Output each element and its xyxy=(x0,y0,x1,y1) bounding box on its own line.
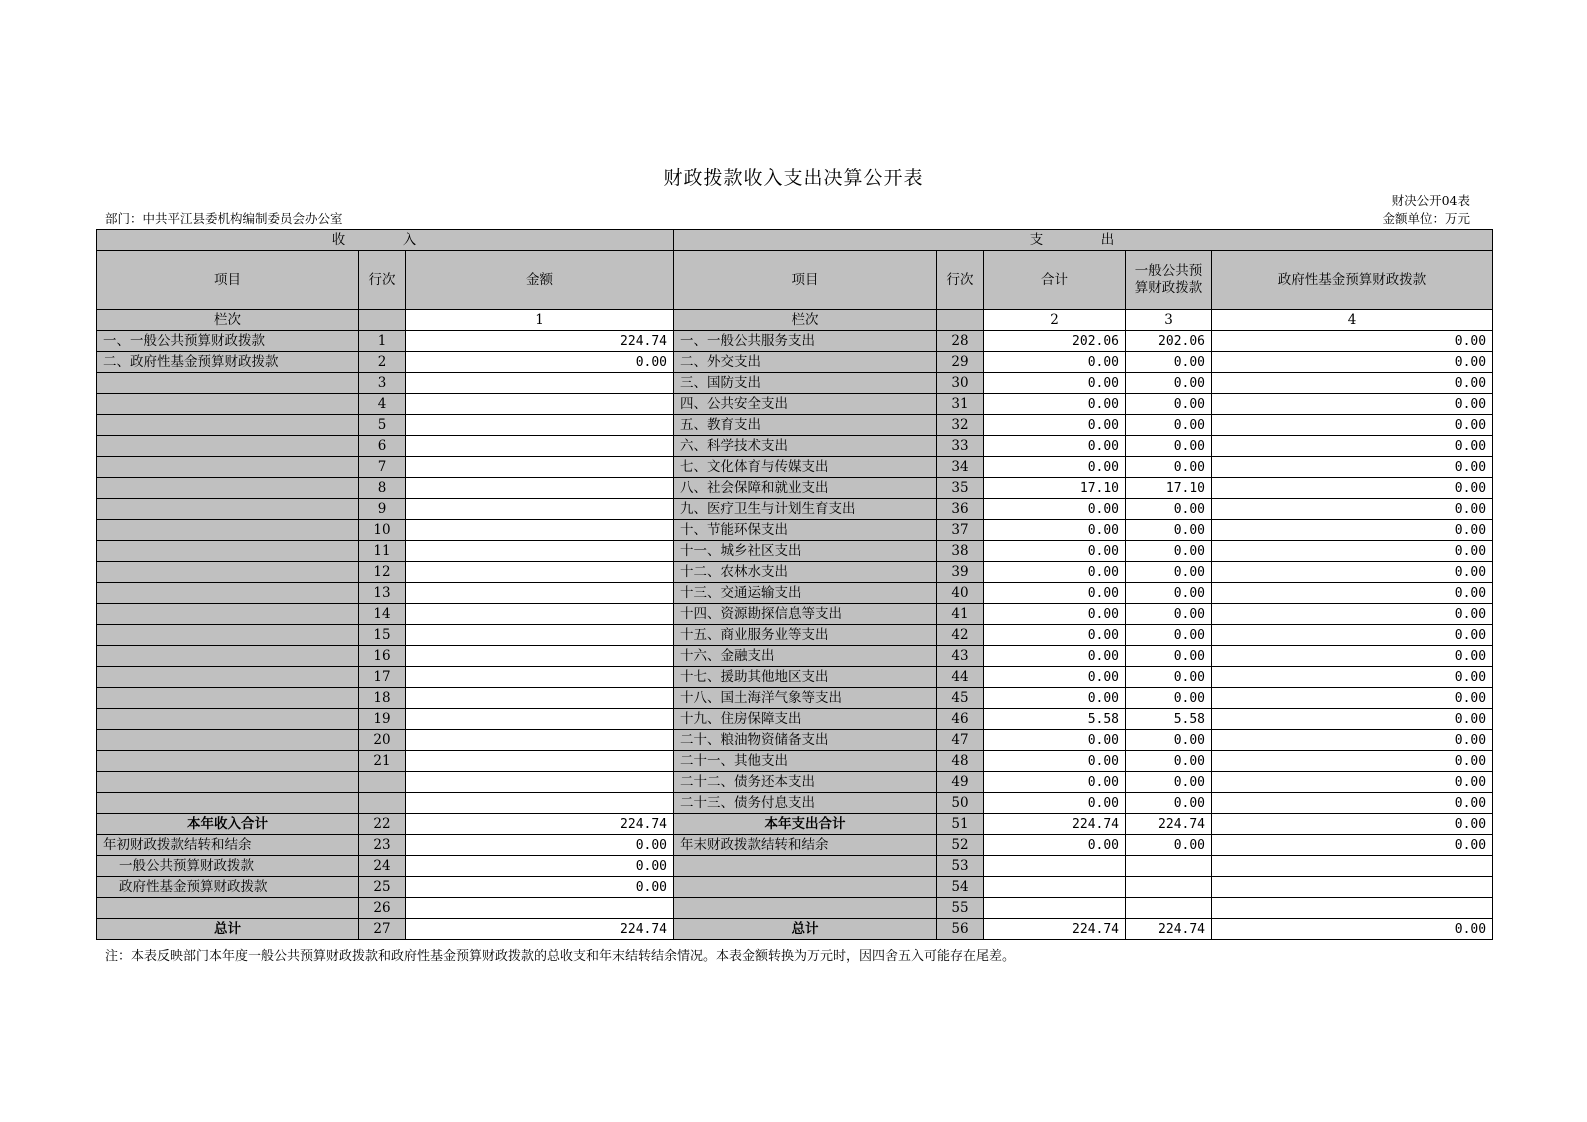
line-number: 27 xyxy=(359,919,406,940)
expense-total-amount: 0.00 xyxy=(984,751,1126,772)
gov-fund-amount: 0.00 xyxy=(1212,478,1493,499)
expense-line: 44 xyxy=(937,667,984,688)
expense-item: 四、公共安全支出 xyxy=(674,394,937,415)
expense-total-amount: 202.06 xyxy=(984,331,1126,352)
income-amount xyxy=(406,793,674,814)
general-budget-amount: 0.00 xyxy=(1126,730,1212,751)
column-number-4: 4 xyxy=(1212,310,1493,331)
expense-total-amount: 0.00 xyxy=(984,541,1126,562)
begin-general-amount: 0.00 xyxy=(406,856,674,877)
income-amount xyxy=(406,688,674,709)
income-item xyxy=(97,772,359,793)
expense-total-amount: 0.00 xyxy=(984,604,1126,625)
gov-fund-amount: 0.00 xyxy=(1212,373,1493,394)
income-item xyxy=(97,625,359,646)
income-item xyxy=(97,436,359,457)
year-expense-total-label: 本年支出合计 xyxy=(674,814,937,835)
expense-item: 十六、金融支出 xyxy=(674,646,937,667)
table-row xyxy=(97,730,1493,751)
empty-cell xyxy=(674,877,937,898)
column-number-1: 1 xyxy=(406,310,674,331)
begin-general-label: 一般公共预算财政拨款 xyxy=(97,856,359,877)
income-line xyxy=(359,793,406,814)
table-row xyxy=(97,373,1493,394)
expense-total-amount: 0.00 xyxy=(984,373,1126,394)
expense-item: 十二、农林水支出 xyxy=(674,562,937,583)
expense-line: 48 xyxy=(937,751,984,772)
general-budget-amount: 0.00 xyxy=(1126,394,1212,415)
income-item xyxy=(97,730,359,751)
income-line: 7 xyxy=(359,457,406,478)
expense-line: 31 xyxy=(937,394,984,415)
grand-expense-general: 224.74 xyxy=(1126,919,1212,940)
expense-line: 34 xyxy=(937,457,984,478)
expense-total-amount: 0.00 xyxy=(984,562,1126,583)
grand-income-amount: 224.74 xyxy=(406,919,674,940)
expense-line: 47 xyxy=(937,730,984,751)
general-budget-amount: 0.00 xyxy=(1126,415,1212,436)
expense-total-amount: 5.58 xyxy=(984,709,1126,730)
data-rows xyxy=(97,331,1493,814)
expense-item: 八、社会保障和就业支出 xyxy=(674,478,937,499)
general-budget-amount: 0.00 xyxy=(1126,541,1212,562)
expense-total-amount: 0.00 xyxy=(984,772,1126,793)
expense-item: 十四、资源勘探信息等支出 xyxy=(674,604,937,625)
empty-cell xyxy=(984,856,1126,877)
income-section-header: 收 入 xyxy=(97,230,674,251)
income-amount xyxy=(406,709,674,730)
income-amount xyxy=(406,604,674,625)
gov-fund-amount: 0.00 xyxy=(1212,730,1493,751)
summary-rows xyxy=(97,814,1493,940)
income-amount xyxy=(406,373,674,394)
income-amount xyxy=(406,772,674,793)
income-item xyxy=(97,562,359,583)
gov-fund-amount: 0.00 xyxy=(1212,415,1493,436)
income-line: 8 xyxy=(359,478,406,499)
expense-total-amount: 17.10 xyxy=(984,478,1126,499)
year-expense-total-amount: 224.74 xyxy=(984,814,1126,835)
form-number: 财决公开04表 xyxy=(1391,193,1470,208)
begin-fund-row xyxy=(97,877,1493,898)
empty-cell xyxy=(984,898,1126,919)
income-line: 13 xyxy=(359,583,406,604)
line-number: 22 xyxy=(359,814,406,835)
income-item xyxy=(97,457,359,478)
column-number-3: 3 xyxy=(1126,310,1212,331)
expense-item: 十三、交通运输支出 xyxy=(674,583,937,604)
income-line: 5 xyxy=(359,415,406,436)
expense-column-label: 栏次 xyxy=(674,310,937,331)
income-item: 二、政府性基金预算财政拨款 xyxy=(97,352,359,373)
begin-fund-amount: 0.00 xyxy=(406,877,674,898)
expense-line: 43 xyxy=(937,646,984,667)
income-item xyxy=(97,751,359,772)
income-amount xyxy=(406,541,674,562)
expense-item: 一、一般公共服务支出 xyxy=(674,331,937,352)
income-item xyxy=(97,793,359,814)
amount-unit: 金额单位：万元 xyxy=(1382,211,1470,226)
expense-item: 二、外交支出 xyxy=(674,352,937,373)
grand-total-row xyxy=(97,919,1493,940)
gov-fund-amount: 0.00 xyxy=(1212,541,1493,562)
general-budget-amount: 0.00 xyxy=(1126,772,1212,793)
empty-cell xyxy=(674,856,937,877)
line-number: 51 xyxy=(937,814,984,835)
section-header-row xyxy=(97,230,1493,251)
gov-fund-amount: 0.00 xyxy=(1212,457,1493,478)
table-row xyxy=(97,436,1493,457)
income-item xyxy=(97,583,359,604)
income-item xyxy=(97,478,359,499)
gov-fund-amount: 0.00 xyxy=(1212,499,1493,520)
table-row xyxy=(97,352,1493,373)
income-item xyxy=(97,646,359,667)
expense-total-amount: 0.00 xyxy=(984,352,1126,373)
footnote: 注：本表反映部门本年度一般公共预算财政拨款和政府性基金预算财政拨款的总收支和年末结转结余情况。本表金额转换为万元时，因四舍五入可能存在尾差。 xyxy=(105,949,1016,964)
income-amount xyxy=(406,415,674,436)
income-item xyxy=(97,709,359,730)
line-number: 55 xyxy=(937,898,984,919)
income-line: 9 xyxy=(359,499,406,520)
end-balance-label: 年末财政拨款结转和结余 xyxy=(674,835,937,856)
gov-fund-amount: 0.00 xyxy=(1212,688,1493,709)
expense-item: 七、文化体育与传媒支出 xyxy=(674,457,937,478)
income-amount xyxy=(406,520,674,541)
year-income-total-label: 本年收入合计 xyxy=(97,814,359,835)
income-item xyxy=(97,373,359,394)
empty-cell xyxy=(1212,877,1493,898)
income-line: 6 xyxy=(359,436,406,457)
gov-fund-header: 政府性基金预算财政拨款 xyxy=(1212,251,1493,310)
table-row xyxy=(97,331,1493,352)
empty-cell xyxy=(359,310,406,331)
expense-item: 二十二、债务还本支出 xyxy=(674,772,937,793)
expense-line: 49 xyxy=(937,772,984,793)
income-line: 18 xyxy=(359,688,406,709)
income-item xyxy=(97,499,359,520)
income-line xyxy=(359,772,406,793)
income-item xyxy=(97,520,359,541)
line-number: 52 xyxy=(937,835,984,856)
income-line: 12 xyxy=(359,562,406,583)
expense-item: 十、节能环保支出 xyxy=(674,520,937,541)
general-budget-amount: 0.00 xyxy=(1126,688,1212,709)
empty-cell xyxy=(406,898,674,919)
table-row xyxy=(97,604,1493,625)
general-budget-amount: 0.00 xyxy=(1126,499,1212,520)
expense-total-amount: 0.00 xyxy=(984,415,1126,436)
expense-total-amount: 0.00 xyxy=(984,730,1126,751)
gov-fund-amount: 0.00 xyxy=(1212,646,1493,667)
expense-line: 39 xyxy=(937,562,984,583)
income-line: 3 xyxy=(359,373,406,394)
income-item xyxy=(97,541,359,562)
general-budget-amount: 0.00 xyxy=(1126,604,1212,625)
expense-line: 35 xyxy=(937,478,984,499)
expense-total-amount: 0.00 xyxy=(984,436,1126,457)
income-line: 4 xyxy=(359,394,406,415)
income-item xyxy=(97,667,359,688)
table-row xyxy=(97,772,1493,793)
expense-line: 40 xyxy=(937,583,984,604)
end-balance-general: 0.00 xyxy=(1126,835,1212,856)
gov-fund-amount: 0.00 xyxy=(1212,394,1493,415)
income-line: 19 xyxy=(359,709,406,730)
gov-fund-amount: 0.00 xyxy=(1212,352,1493,373)
year-expense-fund-amount: 0.00 xyxy=(1212,814,1493,835)
expense-section-header: 支 出 xyxy=(674,230,1493,251)
gov-fund-amount: 0.00 xyxy=(1212,604,1493,625)
gov-fund-amount: 0.00 xyxy=(1212,751,1493,772)
income-line-header: 行次 xyxy=(359,251,406,310)
expense-line: 32 xyxy=(937,415,984,436)
table-row xyxy=(97,646,1493,667)
income-line: 20 xyxy=(359,730,406,751)
expense-total-amount: 0.00 xyxy=(984,583,1126,604)
table-row xyxy=(97,457,1493,478)
line-number: 56 xyxy=(937,919,984,940)
expense-line: 28 xyxy=(937,331,984,352)
expense-line: 36 xyxy=(937,499,984,520)
grand-income-label: 总计 xyxy=(97,919,359,940)
income-line: 17 xyxy=(359,667,406,688)
table-row xyxy=(97,520,1493,541)
income-amount xyxy=(406,457,674,478)
general-budget-amount: 0.00 xyxy=(1126,436,1212,457)
income-item-header: 项目 xyxy=(97,251,359,310)
general-budget-amount: 202.06 xyxy=(1126,331,1212,352)
income-item: 一、一般公共预算财政拨款 xyxy=(97,331,359,352)
gov-fund-amount: 0.00 xyxy=(1212,520,1493,541)
expense-line: 30 xyxy=(937,373,984,394)
line-number: 53 xyxy=(937,856,984,877)
expense-item: 十八、国土海洋气象等支出 xyxy=(674,688,937,709)
income-item xyxy=(97,688,359,709)
expense-total-amount: 0.00 xyxy=(984,667,1126,688)
expense-item: 十九、住房保障支出 xyxy=(674,709,937,730)
table-row xyxy=(97,583,1493,604)
line-number: 23 xyxy=(359,835,406,856)
expense-line: 45 xyxy=(937,688,984,709)
income-amount xyxy=(406,499,674,520)
income-amount xyxy=(406,562,674,583)
general-budget-amount: 0.00 xyxy=(1126,583,1212,604)
general-budget-amount: 0.00 xyxy=(1126,562,1212,583)
expense-item: 三、国防支出 xyxy=(674,373,937,394)
general-budget-amount: 0.00 xyxy=(1126,373,1212,394)
income-amount xyxy=(406,646,674,667)
empty-cell xyxy=(1212,856,1493,877)
expense-total-amount: 0.00 xyxy=(984,646,1126,667)
expense-line: 33 xyxy=(937,436,984,457)
expense-total-amount: 0.00 xyxy=(984,688,1126,709)
expense-line: 29 xyxy=(937,352,984,373)
empty-cell xyxy=(97,898,359,919)
begin-general-row xyxy=(97,856,1493,877)
empty-cell xyxy=(1126,898,1212,919)
general-budget-amount: 5.58 xyxy=(1126,709,1212,730)
report-title: 财政拨款收入支出决算公开表 xyxy=(663,167,924,189)
grand-expense-label: 总计 xyxy=(674,919,937,940)
end-balance-fund: 0.00 xyxy=(1212,835,1493,856)
general-budget-amount: 0.00 xyxy=(1126,520,1212,541)
income-amount xyxy=(406,751,674,772)
income-amount xyxy=(406,436,674,457)
expense-item: 二十一、其他支出 xyxy=(674,751,937,772)
income-amount xyxy=(406,730,674,751)
begin-fund-label: 政府性基金预算财政拨款 xyxy=(97,877,359,898)
income-line: 16 xyxy=(359,646,406,667)
balance-row xyxy=(97,835,1493,856)
table-row xyxy=(97,709,1493,730)
begin-balance-label: 年初财政拨款结转和结余 xyxy=(97,835,359,856)
end-balance-total: 0.00 xyxy=(984,835,1126,856)
table-row xyxy=(97,625,1493,646)
expense-line: 42 xyxy=(937,625,984,646)
income-line: 15 xyxy=(359,625,406,646)
empty-cell xyxy=(1212,898,1493,919)
expense-item: 九、医疗卫生与计划生育支出 xyxy=(674,499,937,520)
grand-expense-total: 224.74 xyxy=(984,919,1126,940)
income-line: 1 xyxy=(359,331,406,352)
income-column-label: 栏次 xyxy=(97,310,359,331)
table-row xyxy=(97,793,1493,814)
expense-item: 五、教育支出 xyxy=(674,415,937,436)
income-amount: 0.00 xyxy=(406,352,674,373)
expense-line: 46 xyxy=(937,709,984,730)
general-budget-amount: 0.00 xyxy=(1126,625,1212,646)
general-budget-amount: 17.10 xyxy=(1126,478,1212,499)
table-row xyxy=(97,667,1493,688)
expense-item: 十五、商业服务业等支出 xyxy=(674,625,937,646)
table-row xyxy=(97,751,1493,772)
income-line: 21 xyxy=(359,751,406,772)
expense-item-header: 项目 xyxy=(674,251,937,310)
expense-item: 二十、粮油物资储备支出 xyxy=(674,730,937,751)
expense-total-amount: 0.00 xyxy=(984,520,1126,541)
expense-total-amount: 0.00 xyxy=(984,499,1126,520)
table-row xyxy=(97,499,1493,520)
column-number-row xyxy=(97,310,1493,331)
line-number: 25 xyxy=(359,877,406,898)
expense-total-amount: 0.00 xyxy=(984,625,1126,646)
table-row xyxy=(97,394,1493,415)
expense-item: 六、科学技术支出 xyxy=(674,436,937,457)
grand-expense-fund: 0.00 xyxy=(1212,919,1493,940)
table-row xyxy=(97,478,1493,499)
general-budget-amount: 0.00 xyxy=(1126,646,1212,667)
income-amount xyxy=(406,667,674,688)
gov-fund-amount: 0.00 xyxy=(1212,625,1493,646)
gov-fund-amount: 0.00 xyxy=(1212,793,1493,814)
expense-total-amount: 0.00 xyxy=(984,793,1126,814)
blank-row xyxy=(97,898,1493,919)
line-number: 26 xyxy=(359,898,406,919)
table-row xyxy=(97,415,1493,436)
gov-fund-amount: 0.00 xyxy=(1212,583,1493,604)
general-budget-amount: 0.00 xyxy=(1126,352,1212,373)
year-income-total-amount: 224.74 xyxy=(406,814,674,835)
empty-cell xyxy=(674,898,937,919)
total-header: 合计 xyxy=(984,251,1126,310)
gov-fund-amount: 0.00 xyxy=(1212,772,1493,793)
income-item xyxy=(97,415,359,436)
income-amount: 224.74 xyxy=(406,331,674,352)
expense-total-amount: 0.00 xyxy=(984,394,1126,415)
table-row xyxy=(97,688,1493,709)
table-row xyxy=(97,541,1493,562)
expense-line: 38 xyxy=(937,541,984,562)
table-row xyxy=(97,562,1493,583)
expense-item: 十七、援助其他地区支出 xyxy=(674,667,937,688)
gov-fund-amount: 0.00 xyxy=(1212,709,1493,730)
income-line: 2 xyxy=(359,352,406,373)
fiscal-table xyxy=(96,229,1493,940)
gov-fund-amount: 0.00 xyxy=(1212,562,1493,583)
expense-line-header: 行次 xyxy=(937,251,984,310)
expense-total-amount: 0.00 xyxy=(984,457,1126,478)
general-budget-amount: 0.00 xyxy=(1126,793,1212,814)
expense-line: 41 xyxy=(937,604,984,625)
gov-fund-amount: 0.00 xyxy=(1212,331,1493,352)
column-number-2: 2 xyxy=(984,310,1126,331)
income-amount xyxy=(406,625,674,646)
column-header-row xyxy=(97,251,1493,310)
empty-cell xyxy=(1126,877,1212,898)
general-budget-amount: 0.00 xyxy=(1126,667,1212,688)
year-total-row xyxy=(97,814,1493,835)
income-amount xyxy=(406,394,674,415)
income-amount-header: 金额 xyxy=(406,251,674,310)
general-budget-amount: 0.00 xyxy=(1126,751,1212,772)
begin-balance-amount: 0.00 xyxy=(406,835,674,856)
line-number: 24 xyxy=(359,856,406,877)
income-amount xyxy=(406,583,674,604)
general-budget-header: 一般公共预算财政拨款 xyxy=(1126,251,1212,310)
department-label: 部门：中共平江县委机构编制委员会办公室 xyxy=(105,211,343,226)
expense-line: 37 xyxy=(937,520,984,541)
general-budget-amount: 0.00 xyxy=(1126,457,1212,478)
income-line: 14 xyxy=(359,604,406,625)
income-item xyxy=(97,604,359,625)
income-item xyxy=(97,394,359,415)
expense-item: 十一、城乡社区支出 xyxy=(674,541,937,562)
line-number: 54 xyxy=(937,877,984,898)
income-line: 10 xyxy=(359,520,406,541)
income-amount xyxy=(406,478,674,499)
expense-item: 二十三、债务付息支出 xyxy=(674,793,937,814)
expense-line: 50 xyxy=(937,793,984,814)
empty-cell xyxy=(984,877,1126,898)
income-line: 11 xyxy=(359,541,406,562)
empty-cell xyxy=(1126,856,1212,877)
year-expense-general-amount: 224.74 xyxy=(1126,814,1212,835)
gov-fund-amount: 0.00 xyxy=(1212,436,1493,457)
gov-fund-amount: 0.00 xyxy=(1212,667,1493,688)
empty-cell xyxy=(937,310,984,331)
